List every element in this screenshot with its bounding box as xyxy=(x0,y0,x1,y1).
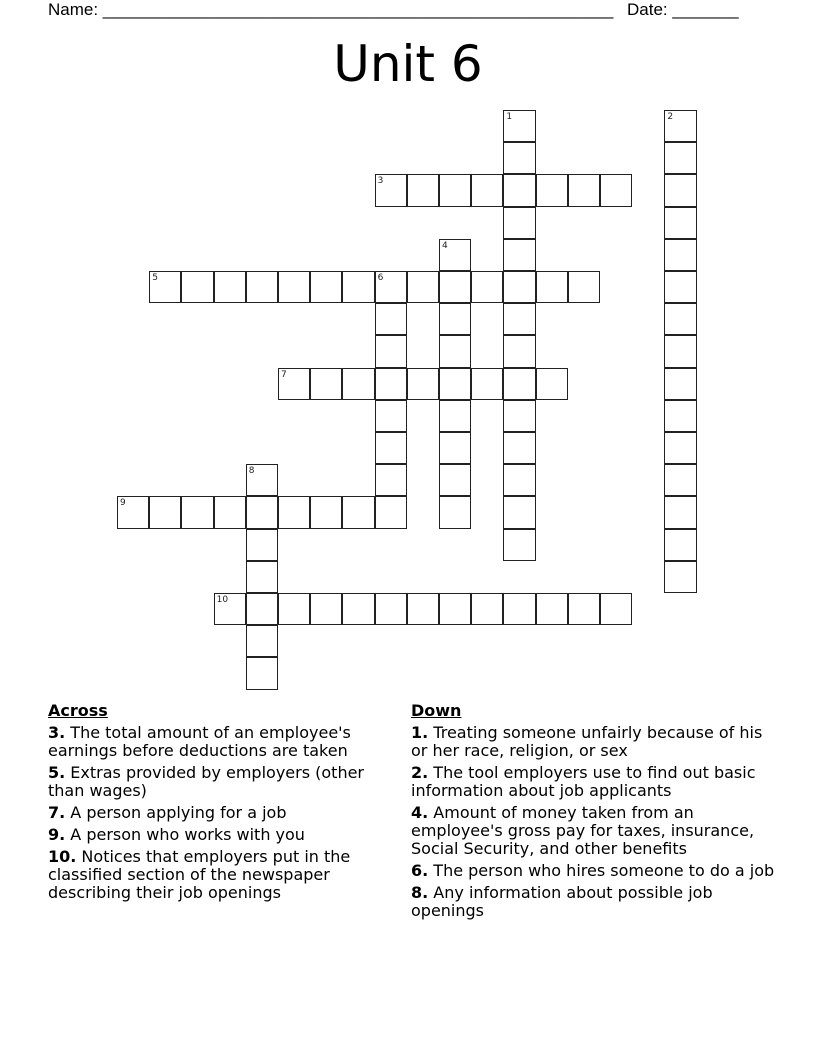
cell-number: 2 xyxy=(667,112,674,122)
clue-text: Any information about possible job openings xyxy=(411,883,713,920)
grid-cell[interactable] xyxy=(439,464,471,496)
clue-number: 6. xyxy=(411,861,429,880)
cell-number: 4 xyxy=(442,240,448,251)
clue-text: A person applying for a job xyxy=(65,803,287,822)
grid-cell[interactable] xyxy=(471,271,503,303)
grid-cell[interactable] xyxy=(536,368,568,400)
grid-cell[interactable] xyxy=(503,303,535,335)
grid-cell[interactable] xyxy=(375,174,407,206)
grid-cell[interactable] xyxy=(278,496,310,528)
grid-cell[interactable] xyxy=(246,625,278,657)
clue-down-2 xyxy=(411,764,781,800)
grid-cell[interactable] xyxy=(439,303,471,335)
grid-cell[interactable] xyxy=(439,432,471,464)
clue-number: 7. xyxy=(48,803,66,822)
grid-cell[interactable] xyxy=(375,432,407,464)
grid-cell[interactable] xyxy=(536,593,568,625)
grid-cell[interactable] xyxy=(664,432,696,464)
clue-text: Treating someone unfairly because of his or her race, religion, or sex xyxy=(411,723,763,760)
cell-number: 8 xyxy=(248,466,255,477)
grid-cell[interactable] xyxy=(181,271,213,303)
grid-cell[interactable] xyxy=(503,496,535,528)
grid-cell[interactable] xyxy=(439,335,471,367)
clue-text: The tool employers use to find out basic information about job applicants xyxy=(411,763,756,800)
grid-cell[interactable] xyxy=(310,271,342,303)
clue-across-10 xyxy=(48,848,388,902)
grid-cell[interactable] xyxy=(310,368,342,400)
grid-cell[interactable] xyxy=(439,368,471,400)
grid-cell[interactable] xyxy=(536,174,568,206)
clue-number: 5. xyxy=(48,763,66,782)
grid-cell[interactable] xyxy=(310,593,342,625)
grid-cell[interactable] xyxy=(503,464,535,496)
grid-cell[interactable] xyxy=(375,496,407,528)
grid-cell[interactable] xyxy=(536,271,568,303)
across-clues xyxy=(48,702,388,906)
grid-cell[interactable] xyxy=(342,368,374,400)
grid-cell[interactable] xyxy=(664,174,696,206)
grid-cell[interactable] xyxy=(117,496,149,528)
grid-cell[interactable] xyxy=(375,303,407,335)
grid-cell[interactable] xyxy=(181,496,213,528)
grid-cell[interactable] xyxy=(246,561,278,593)
clue-number: 4. xyxy=(411,803,429,822)
down-heading: Down xyxy=(411,701,462,720)
down-clues xyxy=(411,702,781,924)
cell-number: 10 xyxy=(216,595,229,605)
grid-cell[interactable] xyxy=(664,110,696,142)
grid-cell[interactable] xyxy=(149,271,181,303)
grid-cell[interactable] xyxy=(664,561,696,593)
clue-number: 1. xyxy=(411,723,429,742)
grid-cell[interactable] xyxy=(246,529,278,561)
clue-across-5 xyxy=(48,764,388,800)
clue-down-1 xyxy=(411,724,781,760)
grid-cell[interactable] xyxy=(664,207,696,239)
grid-cell[interactable] xyxy=(439,239,471,271)
page-title: Unit 6 xyxy=(333,35,483,93)
grid-cell[interactable] xyxy=(664,239,696,271)
clue-number: 2. xyxy=(411,763,429,782)
grid-cell[interactable] xyxy=(503,239,535,271)
grid-cell[interactable] xyxy=(568,271,600,303)
grid-cell[interactable] xyxy=(600,174,632,206)
grid-cell[interactable] xyxy=(375,335,407,367)
name-field[interactable]: Name: ______________________________________________________ xyxy=(48,0,614,19)
cell-number: 7 xyxy=(281,369,287,380)
grid-cell[interactable] xyxy=(664,400,696,432)
clue-number: 3. xyxy=(48,723,66,742)
grid-cell[interactable] xyxy=(664,335,696,367)
grid-cell[interactable] xyxy=(407,271,439,303)
grid-cell[interactable] xyxy=(246,496,278,528)
cell-number: 9 xyxy=(120,498,126,509)
grid-cell[interactable] xyxy=(664,529,696,561)
grid-cell[interactable] xyxy=(439,496,471,528)
grid-cell[interactable] xyxy=(407,593,439,625)
grid-cell[interactable] xyxy=(439,593,471,625)
grid-cell[interactable] xyxy=(503,110,535,142)
clue-across-7 xyxy=(48,804,388,822)
grid-cell[interactable] xyxy=(503,271,535,303)
cell-number: 6 xyxy=(377,273,384,283)
grid-cell[interactable] xyxy=(375,593,407,625)
grid-cell[interactable] xyxy=(375,400,407,432)
clue-number: 10. xyxy=(48,847,77,866)
grid-cell[interactable] xyxy=(471,368,503,400)
clue-down-4 xyxy=(411,804,781,858)
clue-text: Amount of money taken from an employee's gross pay for taxes, insurance, Social Security, and other benefits xyxy=(411,803,755,858)
grid-cell[interactable] xyxy=(214,271,246,303)
grid-cell[interactable] xyxy=(568,174,600,206)
grid-cell[interactable] xyxy=(471,174,503,206)
clue-text: Notices that employers put in the classified section of the newspaper describing their job openings xyxy=(48,847,351,902)
grid-cell[interactable] xyxy=(503,142,535,174)
grid-cell[interactable] xyxy=(503,368,535,400)
grid-cell[interactable] xyxy=(407,368,439,400)
cell-number: 1 xyxy=(506,112,513,122)
date-field[interactable]: Date: _______ xyxy=(627,0,739,19)
grid-cell[interactable] xyxy=(568,593,600,625)
clue-text: The total amount of an employee's earnings before deductions are taken xyxy=(48,723,351,760)
grid-cell[interactable] xyxy=(503,400,535,432)
cell-number: 5 xyxy=(152,273,158,283)
grid-cell[interactable] xyxy=(503,593,535,625)
grid-cell[interactable] xyxy=(246,657,278,689)
grid-cell[interactable] xyxy=(664,271,696,303)
grid-cell[interactable] xyxy=(503,174,535,206)
grid-cell[interactable] xyxy=(214,593,246,625)
clue-text: Extras provided by employers (other than wages) xyxy=(48,763,364,800)
grid-cell[interactable] xyxy=(278,368,310,400)
grid-cell[interactable] xyxy=(246,593,278,625)
grid-cell[interactable] xyxy=(664,303,696,335)
grid-cell[interactable] xyxy=(342,496,374,528)
grid-cell[interactable] xyxy=(246,464,278,496)
grid-cell[interactable] xyxy=(407,174,439,206)
grid-cell[interactable] xyxy=(246,271,278,303)
grid-cell[interactable] xyxy=(278,593,310,625)
grid-cell[interactable] xyxy=(439,271,471,303)
grid-cell[interactable] xyxy=(342,271,374,303)
grid-cell[interactable] xyxy=(439,174,471,206)
clue-down-6 xyxy=(411,862,781,880)
grid-cell[interactable] xyxy=(664,142,696,174)
grid-cell[interactable] xyxy=(503,529,535,561)
grid-cell[interactable] xyxy=(375,464,407,496)
clue-number: 9. xyxy=(48,825,66,844)
grid-cell[interactable] xyxy=(471,593,503,625)
grid-cell[interactable] xyxy=(664,496,696,528)
grid-cell[interactable] xyxy=(503,207,535,239)
grid-cell[interactable] xyxy=(664,464,696,496)
grid-cell[interactable] xyxy=(278,271,310,303)
across-heading: Across xyxy=(48,701,108,720)
cell-number: 3 xyxy=(377,176,384,187)
grid-cell[interactable] xyxy=(375,368,407,400)
clue-across-3 xyxy=(48,724,388,760)
grid-cell[interactable] xyxy=(375,271,407,303)
clue-text: A person who works with you xyxy=(65,825,305,844)
grid-cell[interactable] xyxy=(214,496,246,528)
clue-number: 8. xyxy=(411,883,429,902)
clue-across-9 xyxy=(48,826,388,844)
grid-cell[interactable] xyxy=(600,593,632,625)
grid-cell[interactable] xyxy=(503,432,535,464)
grid-cell[interactable] xyxy=(503,335,535,367)
grid-cell[interactable] xyxy=(439,400,471,432)
clue-text: The person who hires someone to do a job xyxy=(428,861,775,880)
grid-cell[interactable] xyxy=(310,496,342,528)
grid-cell[interactable] xyxy=(149,496,181,528)
grid-cell[interactable] xyxy=(664,368,696,400)
clue-down-8 xyxy=(411,884,781,920)
grid-cell[interactable] xyxy=(342,593,374,625)
